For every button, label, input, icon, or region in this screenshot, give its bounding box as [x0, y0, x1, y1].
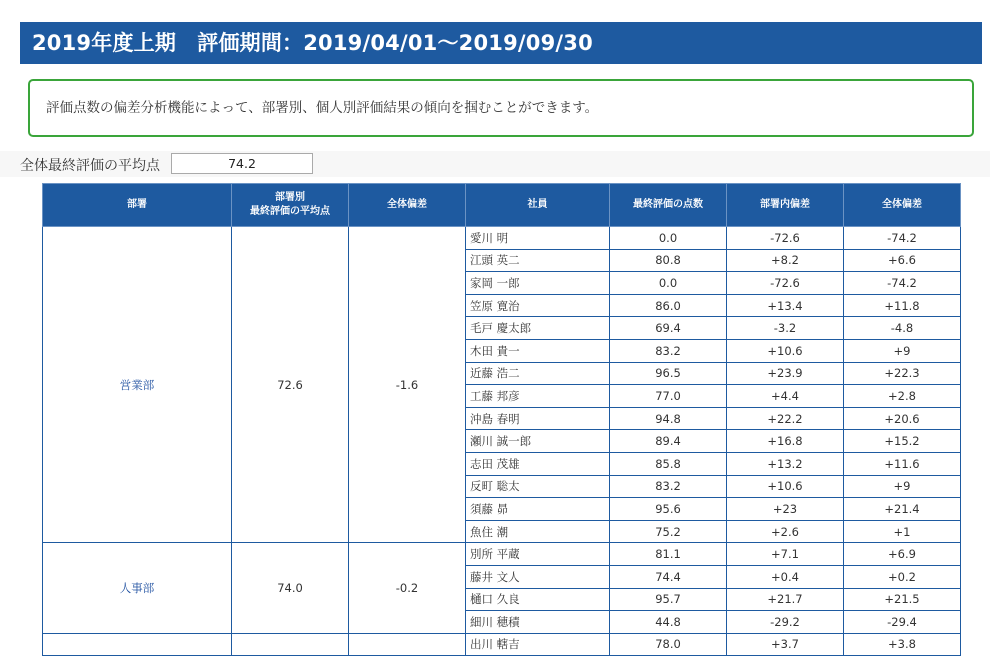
- overall-dev-cell: +6.9: [844, 543, 961, 566]
- overall-dev-cell: +11.6: [844, 452, 961, 475]
- in-dept-dev-cell: +10.6: [727, 475, 844, 498]
- employee-name-cell: 笠原 寛治: [466, 294, 610, 317]
- overall-dev-cell: +20.6: [844, 407, 961, 430]
- employee-name-cell: 愛川 明: [466, 227, 610, 250]
- col-header-employee: 社員: [466, 184, 610, 227]
- dept-average-cell: [232, 633, 349, 656]
- table-row: [43, 543, 961, 566]
- final-score-cell: 86.0: [610, 294, 727, 317]
- col-header-dept: 部署: [43, 184, 232, 227]
- employee-name-cell: 細川 穂積: [466, 611, 610, 634]
- in-dept-dev-cell: +0.4: [727, 565, 844, 588]
- final-score-cell: 0.0: [610, 227, 727, 250]
- in-dept-dev-cell: +8.2: [727, 249, 844, 272]
- final-score-cell: 83.2: [610, 339, 727, 362]
- overall-dev-cell: -74.2: [844, 272, 961, 295]
- overall-dev-cell: +1: [844, 520, 961, 543]
- final-score-cell: 85.8: [610, 452, 727, 475]
- employee-name-cell: 須藤 昴: [466, 498, 610, 521]
- col-header-dept-overall-dev: 全体偏差: [349, 184, 466, 227]
- notice-text: 評価点数の偏差分析機能によって、部署別、個人別評価結果の傾向を掴むことができます。: [46, 100, 599, 116]
- employee-name-cell: 木田 貴一: [466, 339, 610, 362]
- dept-overall-dev-cell: -0.2: [349, 543, 466, 633]
- in-dept-dev-cell: +13.2: [727, 452, 844, 475]
- deviation-table-container[interactable]: [42, 183, 960, 652]
- deviation-table: [42, 183, 961, 656]
- in-dept-dev-cell: +4.4: [727, 385, 844, 408]
- in-dept-dev-cell: +10.6: [727, 339, 844, 362]
- employee-name-cell: 江頭 英二: [466, 249, 610, 272]
- final-score-cell: 0.0: [610, 272, 727, 295]
- info-notice: [28, 79, 974, 137]
- employee-name-cell: 出川 轄吉: [466, 633, 610, 656]
- final-score-cell: 78.0: [610, 633, 727, 656]
- table-row: [43, 227, 961, 250]
- overall-dev-cell: +22.3: [844, 362, 961, 385]
- in-dept-dev-cell: -3.2: [727, 317, 844, 340]
- dept-average-cell: 72.6: [232, 227, 349, 543]
- overall-dev-cell: +21.4: [844, 498, 961, 521]
- in-dept-dev-cell: +2.6: [727, 520, 844, 543]
- employee-name-cell: 瀬川 誠一郎: [466, 430, 610, 453]
- overall-dev-cell: +15.2: [844, 430, 961, 453]
- final-score-cell: 94.8: [610, 407, 727, 430]
- in-dept-dev-cell: +16.8: [727, 430, 844, 453]
- final-score-cell: 83.2: [610, 475, 727, 498]
- employee-name-cell: 沖島 春明: [466, 407, 610, 430]
- overall-dev-cell: +2.8: [844, 385, 961, 408]
- employee-name-cell: 近藤 浩二: [466, 362, 610, 385]
- employee-name-cell: 樋口 久良: [466, 588, 610, 611]
- overall-dev-cell: +11.8: [844, 294, 961, 317]
- overall-dev-cell: +9: [844, 339, 961, 362]
- in-dept-dev-cell: +22.2: [727, 407, 844, 430]
- table-header-row: [43, 184, 961, 227]
- col-header-final-score: 最終評価の点数: [610, 184, 727, 227]
- employee-name-cell: 志田 茂雄: [466, 452, 610, 475]
- overall-dev-cell: +21.5: [844, 588, 961, 611]
- in-dept-dev-cell: -72.6: [727, 272, 844, 295]
- dept-average-cell: 74.0: [232, 543, 349, 633]
- overall-dev-cell: -74.2: [844, 227, 961, 250]
- employee-name-cell: 別所 平蔵: [466, 543, 610, 566]
- dept-overall-dev-cell: -1.6: [349, 227, 466, 543]
- final-score-cell: 81.1: [610, 543, 727, 566]
- in-dept-dev-cell: +21.7: [727, 588, 844, 611]
- table-body: [43, 227, 961, 656]
- dept-name-cell[interactable]: 営業部: [43, 227, 232, 543]
- final-score-cell: 77.0: [610, 385, 727, 408]
- col-header-in-dept-dev: 部署内偏差: [727, 184, 844, 227]
- final-score-cell: 69.4: [610, 317, 727, 340]
- final-score-cell: 89.4: [610, 430, 727, 453]
- final-score-cell: 75.2: [610, 520, 727, 543]
- employee-name-cell: 家岡 一郎: [466, 272, 610, 295]
- final-score-cell: 96.5: [610, 362, 727, 385]
- overall-dev-cell: +3.8: [844, 633, 961, 656]
- overall-dev-cell: -29.4: [844, 611, 961, 634]
- in-dept-dev-cell: +7.1: [727, 543, 844, 566]
- overall-average-label: 全体最終評価の平均点: [20, 158, 160, 174]
- overall-dev-cell: +6.6: [844, 249, 961, 272]
- in-dept-dev-cell: -29.2: [727, 611, 844, 634]
- in-dept-dev-cell: -72.6: [727, 227, 844, 250]
- employee-name-cell: 藤井 文人: [466, 565, 610, 588]
- table-row: [43, 633, 961, 656]
- final-score-cell: 95.6: [610, 498, 727, 521]
- in-dept-dev-cell: +23.9: [727, 362, 844, 385]
- col-header-overall-dev: 全体偏差: [844, 184, 961, 227]
- final-score-cell: 74.4: [610, 565, 727, 588]
- overall-average-row: [0, 151, 990, 177]
- col-header-dept-avg: 部署別 最終評価の平均点: [232, 184, 349, 227]
- overall-dev-cell: +0.2: [844, 565, 961, 588]
- employee-name-cell: 魚住 潮: [466, 520, 610, 543]
- dept-name-cell[interactable]: [43, 633, 232, 656]
- in-dept-dev-cell: +3.7: [727, 633, 844, 656]
- in-dept-dev-cell: +23: [727, 498, 844, 521]
- final-score-cell: 80.8: [610, 249, 727, 272]
- overall-dev-cell: +9: [844, 475, 961, 498]
- page-title: 2019年度上期 評価期間：2019/04/01〜2019/09/30: [20, 22, 982, 64]
- employee-name-cell: 毛戸 慶太郎: [466, 317, 610, 340]
- in-dept-dev-cell: +13.4: [727, 294, 844, 317]
- overall-dev-cell: -4.8: [844, 317, 961, 340]
- final-score-cell: 95.7: [610, 588, 727, 611]
- employee-name-cell: 工藤 邦彦: [466, 385, 610, 408]
- employee-name-cell: 反町 聡太: [466, 475, 610, 498]
- dept-name-cell[interactable]: 人事部: [43, 543, 232, 633]
- overall-average-field[interactable]: 74.2: [171, 153, 313, 174]
- final-score-cell: 44.8: [610, 611, 727, 634]
- dept-overall-dev-cell: [349, 633, 466, 656]
